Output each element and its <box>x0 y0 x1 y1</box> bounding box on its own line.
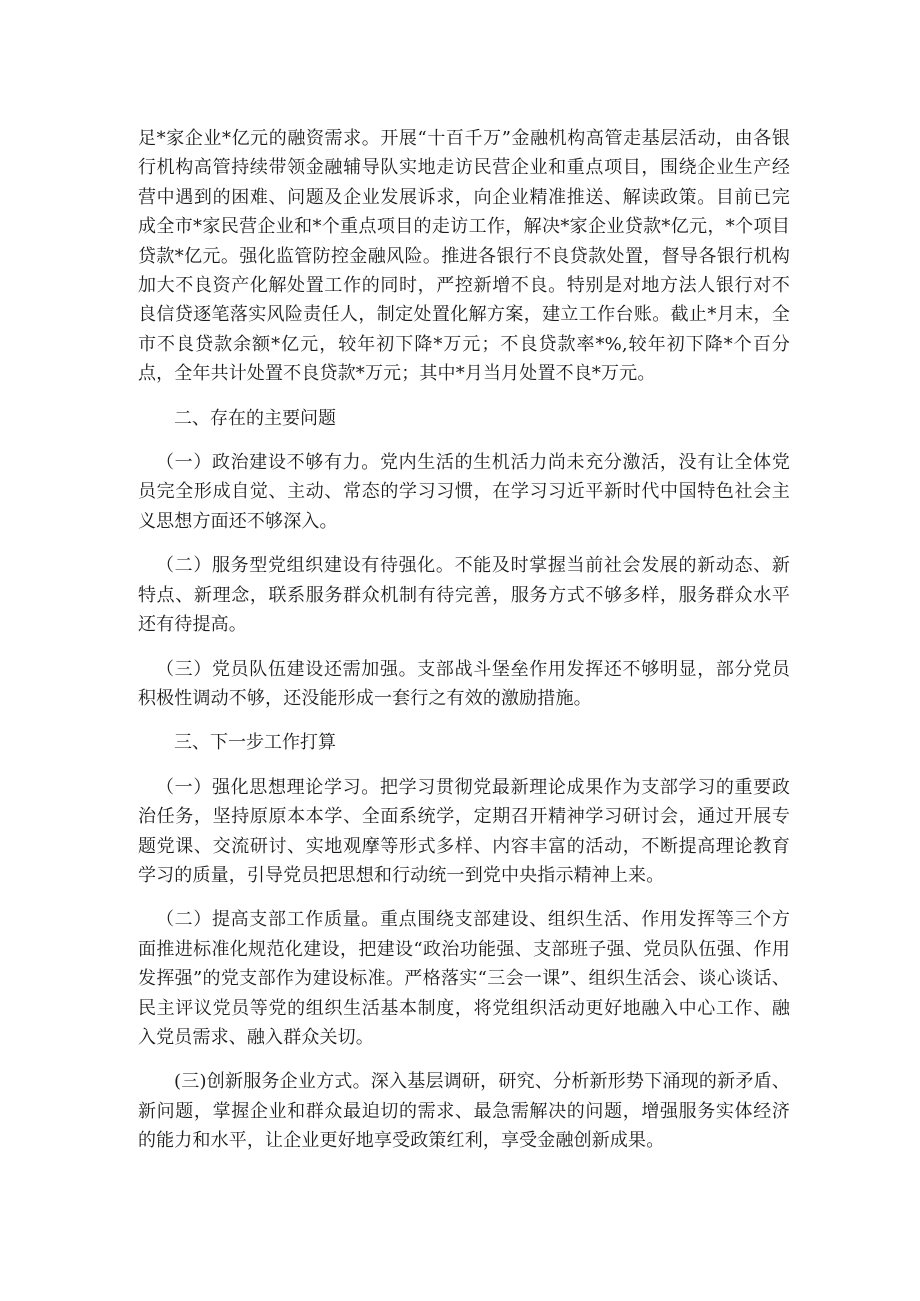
paragraph-intro: 足*家企业*亿元的融资需求。开展“十百千万”金融机构高管走基层活动，由各银行机构高管持续带领金融辅导队实地走访民营企业和重点项目，围绕企业生产经营中遇到的困难、问题及企业发展诉求，向企业精准推送、解读政策。目前已完成全市*家民营企业和*个重点项目的走访工作，解决*家企业贷款*亿元，*个项目贷款*亿元。强化监管防控金融风险。推进各银行不良贷款处置，督导各银行机构加大不良资产化解处置工作的同时，严控新增不良。特别是对地方法人银行对不良信贷逐笔落实风险责任人，制定处置化解方案，建立工作台账。截止*月末，全市不良贷款余额*亿元，较年初下降*万元；不良贷款率*%,较年初下降*个百分点，全年共计处置不良贷款*万元；其中*月当月处置不良*万元。 <box>138 128 790 385</box>
paragraph-plan-3: (三)创新服务企业方式。深入基层调研，研究、分析新形势下涌现的新矛盾、新问题，掌握企业和群众最迫切的需求、最急需解决的问题，增强服务实体经济的能力和水平，让企业更好地享受政策红利，享受金融创新成果。 <box>138 1071 790 1152</box>
paragraph-problem-3: （三）党员队伍建设还需加强。支部战斗堡垒作用发挥还不够明显，部分党员积极性调动不够，还没能形成一套行之有效的激励措施。 <box>138 658 790 709</box>
document-page <box>138 124 790 1156</box>
paragraph-problem-2: （二）服务型党组织建设有待强化。不能及时掌握当前社会发展的新动态、新特点、新理念，联系服务群众机制有待完善，服务方式不够多样，服务群众水平还有待提高。 <box>138 555 790 636</box>
paragraph-problem-1: （一）政治建设不够有力。党内生活的生机活力尚未充分激活，没有让全体党员完全形成自觉、主动、常态的学习习惯，在学习习近平新时代中国特色社会主义思想方面还不够深入。 <box>138 452 790 532</box>
paragraph-plan-1: （一）强化思想理论学习。把学习贯彻党最新理论成果作为支部学习的重要政治任务，坚持原原本本学、全面系统学，定期召开精神学习研讨会，通过开展专题党课、交流研讨、实地观摩等形式多样、内容丰富的活动，不断提高理论教育学习的质量，引导党员把思想和行动统一到党中央指示精神上来。 <box>138 776 790 886</box>
section-heading-problems: 二、存在的主要问题 <box>174 407 336 429</box>
paragraph-plan-2: （二）提高支部工作质量。重点围绕支部建设、组织生活、作用发挥等三个方面推进标准化规范化建设，把建设“政治功能强、支部班子强、党员队伍强、作用发挥强”的党支部作为建设标准。严格落实“三会一课”、组织生活会、谈心谈话、民主评议党员等党的组织生活基本制度，将党组织活动更好地融入中心工作、融入党员需求、融入群众关切。 <box>138 909 790 1048</box>
section-heading-next-steps: 三、下一步工作打算 <box>174 732 336 754</box>
